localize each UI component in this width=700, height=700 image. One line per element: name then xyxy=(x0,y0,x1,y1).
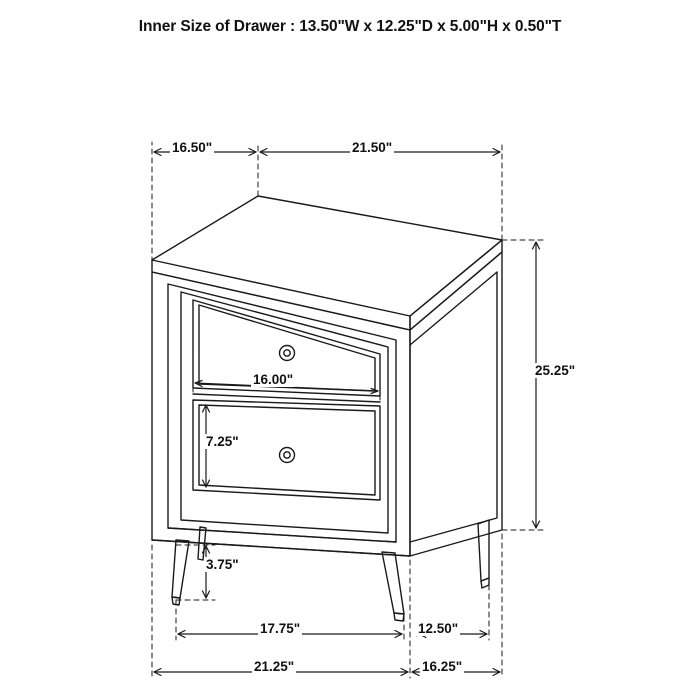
dim-leg-height: 3.75" xyxy=(206,557,239,572)
leg-back-right-foot xyxy=(481,578,489,588)
dim-overall-height: 25.25" xyxy=(535,363,576,378)
dim-side-base-depth: 12.50" xyxy=(418,621,459,636)
front-frame-inner2 xyxy=(181,292,388,533)
leg-back-right xyxy=(478,520,489,581)
upper-drawer-knob-inner xyxy=(284,350,290,356)
front-frame-inner xyxy=(168,284,396,542)
lower-drawer-knob-inner xyxy=(284,452,290,458)
base-line xyxy=(152,540,410,556)
lower-drawer-knob xyxy=(280,448,295,463)
dim-top-width: 21.50" xyxy=(352,140,393,155)
dim-lower-drawer-height: 7.25" xyxy=(206,434,239,449)
cabinet-right-face xyxy=(410,252,502,556)
lower-drawer-inset xyxy=(199,405,375,495)
dim-overall-width: 21.25" xyxy=(254,659,295,674)
lower-drawer-front xyxy=(193,400,380,500)
dim-upper-drawer-width: 16.00" xyxy=(253,372,294,387)
upper-drawer-knob xyxy=(280,346,295,361)
dim-front-base-width: 17.75" xyxy=(260,621,301,636)
leg-front-right xyxy=(382,552,404,614)
cabinet-top-right-edge xyxy=(410,240,502,330)
dim-overall-depth: 16.25" xyxy=(422,659,463,674)
cabinet-front-face xyxy=(152,272,410,556)
front-bottom-rail xyxy=(168,528,396,542)
side-panel-inner xyxy=(410,272,497,542)
leg-front-left xyxy=(172,540,189,598)
page-title: Inner Size of Drawer : 13.50"W x 12.25"D x 5.00"H x 0.50"T xyxy=(138,18,562,35)
leg-front-right-foot xyxy=(394,613,404,621)
dim-top-depth: 16.50" xyxy=(172,140,213,155)
dimension-lines xyxy=(154,149,540,676)
